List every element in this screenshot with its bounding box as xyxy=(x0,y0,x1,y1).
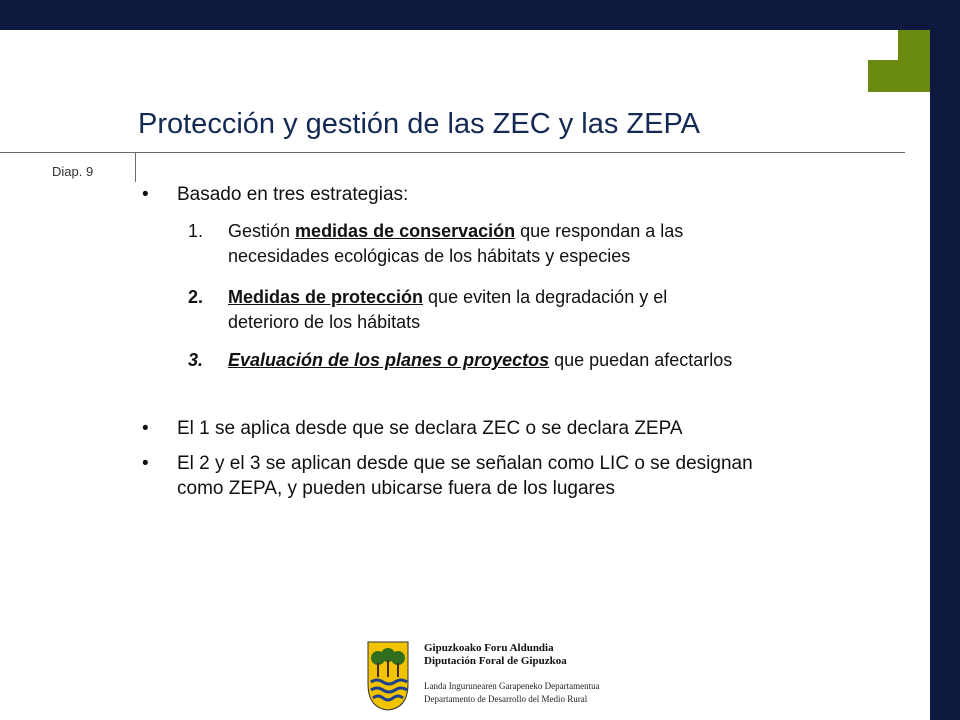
gipuzkoa-coat-of-arms-icon xyxy=(366,640,410,712)
org-line-2: Diputación Foral de Gipuzkoa xyxy=(424,655,567,667)
item-number: 1. xyxy=(188,221,204,241)
org-line-4: Departamento de Desarrollo del Medio Rural xyxy=(424,694,588,704)
item-suffix: que puedan afectarlos xyxy=(549,350,733,370)
item-text xyxy=(228,348,732,373)
item-number: 2. xyxy=(188,287,204,307)
item-number: 3. xyxy=(188,350,204,370)
item-text xyxy=(228,219,683,269)
bullet-mark: • xyxy=(142,184,149,205)
top-bar xyxy=(0,0,960,30)
accent-notch xyxy=(868,30,898,60)
item-prefix: Gestión xyxy=(228,221,296,241)
organization-name xyxy=(424,642,600,706)
item-text xyxy=(228,285,667,335)
slide-title: Protección y gestión de las ZEC y las ZEPA xyxy=(138,108,700,140)
bullet-mark: • xyxy=(142,453,149,474)
org-line-1: Gipuzkoako Foru Aldundia xyxy=(424,642,554,654)
item-suffix: que respondan a las xyxy=(515,221,684,241)
bullet-mark: • xyxy=(142,418,149,439)
org-line-3: Landa Ingurunearen Garapeneko Departamentua xyxy=(424,681,600,691)
bullet-text xyxy=(177,451,753,501)
item-link-proteccion: Medidas de protección xyxy=(228,287,424,307)
item-link-evaluacion: Evaluación de los planes o proyectos xyxy=(228,350,550,370)
number-divider xyxy=(135,152,136,182)
item-line2: necesidades ecológicas de los hábitats y especies xyxy=(228,246,631,266)
right-bar xyxy=(930,0,960,720)
bullet-line1: El 2 y el 3 se aplican desde que se señalan como LIC o se designan xyxy=(177,453,753,474)
bullet-text: El 1 se aplica desde que se declara ZEC o se declara ZEPA xyxy=(177,418,683,439)
item-link-conservacion: medidas de conservación xyxy=(295,221,516,241)
slide-number: Diap. 9 xyxy=(52,164,94,179)
bullet-line2: como ZEPA, y pueden ubicarse fuera de los lugares xyxy=(177,478,615,499)
item-suffix: que eviten la degradación y el xyxy=(423,287,668,307)
item-line2: deterioro de los hábitats xyxy=(228,312,421,332)
bullet-text: Basado en tres estrategias: xyxy=(177,184,409,205)
